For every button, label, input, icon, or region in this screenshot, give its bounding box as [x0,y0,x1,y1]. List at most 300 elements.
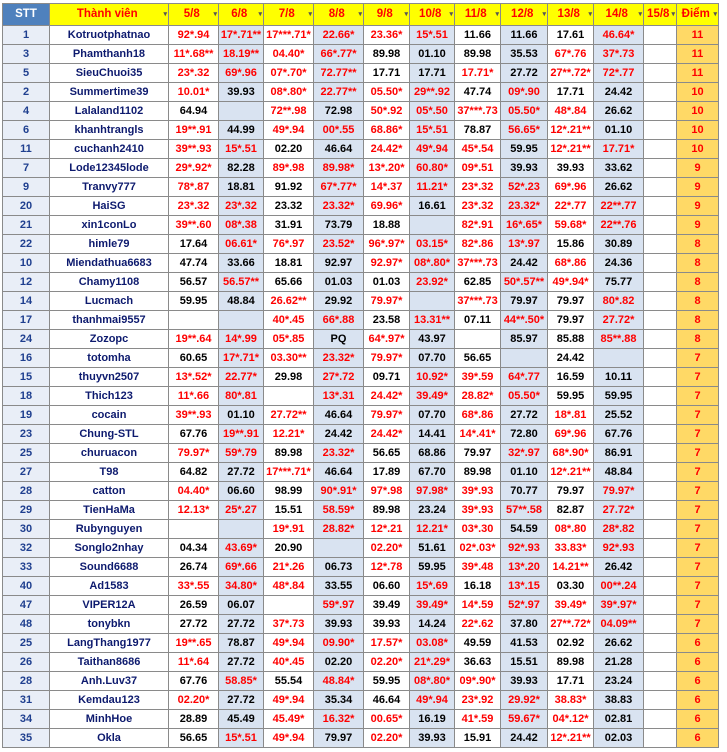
header-member-label: Thành viên [76,7,138,20]
prediction-cell: 79.97 [501,292,548,311]
row-stt: 14 [3,292,50,311]
prediction-cell: 64.82 [169,463,219,482]
row-stt: 28 [3,482,50,501]
score-cell: 10 [677,140,719,159]
prediction-cell: 39.93 [501,672,548,691]
prediction-cell: 17.71 [364,64,410,83]
prediction-cell: 22.77** [314,83,364,102]
prediction-cell: 66*.77* [314,45,364,64]
prediction-cell: 14*.37 [364,178,410,197]
prediction-cell: 01.10 [410,45,455,64]
prediction-cell: 67.76 [169,672,219,691]
score-cell: 8 [677,330,719,349]
prediction-cell: 48.84 [594,463,644,482]
score-cell: 7 [677,520,719,539]
score-cell: 7 [677,406,719,425]
prediction-cell: 15*.51 [410,26,455,45]
prediction-cell: 37***.73 [455,292,501,311]
header-member[interactable] [50,4,169,26]
score-cell: 7 [677,425,719,444]
member-name: Chung-STL [50,425,169,444]
prediction-cell: 72.77** [314,64,364,83]
header-date-10[interactable] [594,4,644,26]
row-stt: 6 [3,121,50,140]
prediction-cell: 04*.12* [548,710,594,729]
prediction-cell [644,482,677,501]
prediction-cell: 23*.32 [219,197,264,216]
prediction-cell: 39.93 [501,159,548,178]
table-row [3,197,719,216]
prediction-cell: 03.15* [410,235,455,254]
prediction-cell: 22.66* [314,26,364,45]
prediction-cell [644,311,677,330]
prediction-cell: 16.32* [314,710,364,729]
prediction-cell: 07.70 [410,349,455,368]
header-date-8[interactable] [501,4,548,26]
prediction-cell: 39.49* [410,596,455,615]
prediction-cell: 26.62 [594,178,644,197]
prediction-cell: 47.74 [455,83,501,102]
prediction-cell: 26.62** [264,292,314,311]
prediction-cell: 39.49 [364,596,410,615]
prediction-cell: 02*.03* [455,539,501,558]
prediction-cell: 27.72* [594,311,644,330]
prediction-cell [644,615,677,634]
prediction-cell [644,273,677,292]
prediction-cell [644,197,677,216]
prediction-cell: 72.98 [314,102,364,121]
filter-dropdown-icon[interactable]: ▾ [213,10,217,18]
prediction-cell: 82*.86 [455,235,501,254]
prediction-cell: 65.66 [264,273,314,292]
prediction-cell [644,729,677,748]
table-row [3,710,719,729]
prediction-cell: 41.53 [501,634,548,653]
prediction-cell: 59.95 [594,387,644,406]
filter-dropdown-icon[interactable]: ▾ [358,10,362,18]
prediction-cell: 03.08* [410,634,455,653]
prediction-cell: 21*.29* [410,653,455,672]
score-cell: 9 [677,197,719,216]
prediction-cell: 85**.88 [594,330,644,349]
member-name: HaiSG [50,197,169,216]
prediction-cell: 15*.69 [410,577,455,596]
prediction-cell: 02.20* [169,691,219,710]
score-cell: 7 [677,501,719,520]
header-date-1[interactable] [169,4,219,26]
prediction-cell: 28*.82 [594,520,644,539]
header-date-1-label: 5/8 [183,7,200,20]
header-stt-label: STT [15,8,37,20]
prediction-cell: 05*.85 [264,330,314,349]
prediction-cell: 39.93 [364,615,410,634]
prediction-cell: 19**.65 [169,634,219,653]
prediction-cell: 66*.88 [314,311,364,330]
prediction-cell: 49*.94 [264,729,314,748]
prediction-cell: 02.92 [548,634,594,653]
prediction-cell: 40*.45 [264,653,314,672]
prediction-cell: 09*.90 [501,83,548,102]
prediction-cell [219,311,264,330]
score-cell: 11 [677,26,719,45]
prediction-cell: 03.30 [548,577,594,596]
prediction-cell: 09.71 [364,368,410,387]
prediction-cell: 16*.65* [501,216,548,235]
prediction-cell: 24.36 [594,254,644,273]
prediction-cell: 59*.79 [219,444,264,463]
filter-dropdown-icon[interactable]: ▾ [308,10,312,18]
prediction-cell: 37***.73 [455,102,501,121]
header-date-7[interactable] [455,4,501,26]
prediction-cell: 08*.80* [410,672,455,691]
prediction-cell: 27.72 [219,463,264,482]
prediction-cell: 73.79 [314,216,364,235]
prediction-cell: 52*.23 [501,178,548,197]
prediction-cell: 29*.92* [169,159,219,178]
member-name: himle79 [50,235,169,254]
header-date-4[interactable] [314,4,364,26]
member-name: churuacon [50,444,169,463]
prediction-cell [644,387,677,406]
member-name: Rubynguyen [50,520,169,539]
row-stt: 17 [3,311,50,330]
table-row [3,178,719,197]
prediction-cell: 08*.80* [264,83,314,102]
prediction-cell: 05.50* [501,102,548,121]
prediction-cell: 67.76 [594,425,644,444]
prediction-cell: 04.34 [169,539,219,558]
prediction-cell: 39.49* [548,596,594,615]
member-name: tonybkn [50,615,169,634]
member-name: VIPER12A [50,596,169,615]
prediction-cell: 80*.82 [594,292,644,311]
prediction-cell: 19**.91 [219,425,264,444]
prediction-cell: 79.97* [364,349,410,368]
prediction-cell: 15*.51 [219,140,264,159]
score-cell: 10 [677,121,719,140]
prediction-cell: 69*.96 [219,64,264,83]
row-stt: 24 [3,330,50,349]
table-row [3,26,719,45]
table-row [3,539,719,558]
header-date-2-label: 6/8 [231,7,248,20]
row-stt: 2 [3,83,50,102]
member-name: LangThang1977 [50,634,169,653]
member-name: Tranvy777 [50,178,169,197]
prediction-cell [644,672,677,691]
member-name: xin1conLo [50,216,169,235]
prediction-cell: 01.10 [594,121,644,140]
member-name: Thich123 [50,387,169,406]
prediction-cell: 89.98 [455,463,501,482]
prediction-cell: 19*.91 [264,520,314,539]
prediction-cell: 89.98 [264,444,314,463]
prediction-cell: 23.32* [314,349,364,368]
row-stt: 1 [3,26,50,45]
prediction-cell: 29**.92 [410,83,455,102]
member-name: Songlo2nhay [50,539,169,558]
score-cell: 10 [677,83,719,102]
row-stt: 22 [3,235,50,254]
prediction-cell: 79.97 [548,292,594,311]
prediction-cell: 12.21* [264,425,314,444]
prediction-cell: 72.80 [501,425,548,444]
prediction-cell: 08*.38 [219,216,264,235]
filter-dropdown-icon[interactable]: ▾ [258,10,262,18]
score-cell: 9 [677,159,719,178]
prediction-cell: 11.21* [410,178,455,197]
prediction-cell: 27.72 [501,64,548,83]
prediction-cell: 23.52* [314,235,364,254]
prediction-cell: 23.58 [364,311,410,330]
prediction-cell: 17.71 [548,83,594,102]
prediction-cell: 50*.57** [501,273,548,292]
prediction-cell: 13*.31 [314,387,364,406]
prediction-cell: 11*.66 [169,387,219,406]
member-name: Zozopc [50,330,169,349]
score-cell: 7 [677,539,719,558]
prediction-cell: 01.03 [364,273,410,292]
prediction-cell [644,83,677,102]
table-row [3,425,719,444]
prediction-cell: 79.97 [314,729,364,748]
member-name: cuchanh2410 [50,140,169,159]
prediction-cell: 43.69* [219,539,264,558]
prediction-cell [644,216,677,235]
prediction-cell: 45*.54 [455,140,501,159]
row-stt: 3 [3,45,50,64]
prediction-cell: 04.09** [594,615,644,634]
prediction-cell: 23.92* [410,273,455,292]
member-name: Lucmach [50,292,169,311]
prediction-cell: 02.20* [364,729,410,748]
prediction-cell: 80*.81 [219,387,264,406]
score-cell: 9 [677,178,719,197]
row-stt: 48 [3,615,50,634]
prediction-cell: 68*.86 [548,254,594,273]
table-row [3,102,719,121]
prediction-cell: 50*.92 [364,102,410,121]
row-stt: 28 [3,672,50,691]
prediction-cell: 47.74 [169,254,219,273]
score-cell: 6 [677,710,719,729]
prediction-cell: 78*.87 [169,178,219,197]
prediction-cell: 15*.51 [219,729,264,748]
prediction-cell: 69*.66 [219,558,264,577]
prediction-cell: 27.72 [169,615,219,634]
prediction-cell: 13*.20* [364,159,410,178]
prediction-cell: 56.65 [455,349,501,368]
filter-dropdown-icon[interactable]: ▾ [588,10,592,18]
prediction-cell: 17.71* [455,64,501,83]
score-cell: 11 [677,45,719,64]
prediction-cell: 15*.51 [410,121,455,140]
prediction-cell: 23.32* [501,197,548,216]
prediction-cell [644,121,677,140]
prediction-cell: 23*.32 [455,178,501,197]
row-stt: 40 [3,577,50,596]
prediction-cell: 27.72 [219,653,264,672]
member-name: Chamy1108 [50,273,169,292]
prediction-cell: 36.63 [455,653,501,672]
prediction-cell: 07.70 [410,406,455,425]
prediction-cell: 23.32* [314,197,364,216]
prediction-cell: 55.54 [264,672,314,691]
header-date-5[interactable] [364,4,410,26]
header-date-9[interactable] [548,4,594,26]
prediction-cell: 04.40* [264,45,314,64]
prediction-cell: 24.42 [548,349,594,368]
prediction-cell: 02.81 [594,710,644,729]
table-row [3,501,719,520]
prediction-cell: 01.10 [219,406,264,425]
table-row [3,729,719,748]
prediction-cell [644,159,677,178]
prediction-cell: 79.97 [548,482,594,501]
prediction-cell: 14*.41* [455,425,501,444]
prediction-cell: 89*.98 [264,159,314,178]
filter-dropdown-icon[interactable]: ▾ [671,10,675,18]
filter-dropdown-icon[interactable]: ▾ [495,10,499,18]
prediction-cell [501,349,548,368]
prediction-cell: 56.65* [501,121,548,140]
score-cell: 6 [677,634,719,653]
prediction-cell: 23*.32 [169,197,219,216]
score-cell: 6 [677,691,719,710]
prediction-cell: 07*.70* [264,64,314,83]
prediction-cell [644,102,677,121]
prediction-cell [644,634,677,653]
prediction-cell: 08*.80* [410,254,455,273]
table-row [3,577,719,596]
member-name: Kotruotphatnao [50,26,169,45]
prediction-cell: 37*.73 [264,615,314,634]
table-row [3,45,719,64]
prediction-cell: 35.53 [501,45,548,64]
prediction-cell: 39*.97* [594,596,644,615]
prediction-cell: 59.95 [364,672,410,691]
prediction-cell: 62.85 [455,273,501,292]
prediction-cell: 13*.15 [501,577,548,596]
filter-dropdown-icon[interactable]: ▾ [404,10,408,18]
prediction-cell: 11.66 [501,26,548,45]
prediction-cell [644,235,677,254]
row-stt: 34 [3,710,50,729]
prediction-cell: 21*.26 [264,558,314,577]
header-stt[interactable] [3,4,50,26]
prediction-cell: 70.77 [501,482,548,501]
prediction-cell: 34.80* [219,577,264,596]
member-name: cocain [50,406,169,425]
header-date-11[interactable] [644,4,677,26]
score-cell: 7 [677,482,719,501]
filter-dropdown-icon[interactable]: ▾ [713,10,717,18]
prediction-cell: 10.01* [169,83,219,102]
prediction-cell: 56.57** [219,273,264,292]
filter-dropdown-icon[interactable]: ▾ [542,10,546,18]
prediction-cell [455,330,501,349]
filter-dropdown-icon[interactable]: ▾ [638,10,642,18]
prediction-cell: 23*.32 [169,64,219,83]
prediction-cell: 17.64 [169,235,219,254]
table-row [3,482,719,501]
header-score[interactable] [677,4,719,26]
prediction-cell [644,710,677,729]
prediction-cell: 27.72** [264,406,314,425]
prediction-cell: 23.32* [314,444,364,463]
prediction-cell: 29.92 [314,292,364,311]
table-row [3,672,719,691]
header-date-9-label: 13/8 [557,7,580,20]
prediction-cell: 72**.98 [264,102,314,121]
table-row [3,653,719,672]
score-cell: 6 [677,729,719,748]
row-stt: 26 [3,653,50,672]
table-row [3,121,719,140]
prediction-cell: 69.96* [364,197,410,216]
prediction-cell: 18.88 [364,216,410,235]
prediction-cell: 17.71 [410,64,455,83]
prediction-cell: 28.89 [169,710,219,729]
prediction-cell: 68*.90* [548,444,594,463]
row-stt: 31 [3,691,50,710]
score-cell: 7 [677,368,719,387]
row-stt: 20 [3,197,50,216]
member-name: TienHaMa [50,501,169,520]
filter-dropdown-icon[interactable]: ▾ [449,10,453,18]
table-row [3,368,719,387]
member-name: khanhtrangls [50,121,169,140]
filter-dropdown-icon[interactable]: ▾ [163,10,167,18]
prediction-cell: 79.97* [364,292,410,311]
prediction-cell: 07.11 [455,311,501,330]
header-date-2[interactable] [219,4,264,26]
prediction-cell: 75.77 [594,273,644,292]
prediction-cell: 16.61 [410,197,455,216]
prediction-cell: 41*.59 [455,710,501,729]
header-date-3[interactable] [264,4,314,26]
prediction-cell: 46.64 [314,406,364,425]
score-cell: 7 [677,615,719,634]
row-stt: 32 [3,539,50,558]
prediction-cell: 49*.94 [410,140,455,159]
prediction-cell: 12*.21** [548,463,594,482]
prediction-cell: 25*.27 [219,501,264,520]
score-cell: 6 [677,653,719,672]
prediction-cell [644,64,677,83]
prediction-cell: 09*.51 [455,159,501,178]
prediction-cell: 17.57* [364,634,410,653]
row-stt: 12 [3,273,50,292]
prediction-cell: 79.97 [548,311,594,330]
prediction-cell: 39.93 [314,615,364,634]
prediction-cell: 64*.97* [364,330,410,349]
row-stt: 15 [3,368,50,387]
prediction-cell: 10.11 [594,368,644,387]
header-date-6[interactable] [410,4,455,26]
prediction-cell: 16.18 [455,577,501,596]
prediction-cell: 85.97 [501,330,548,349]
member-name: catton [50,482,169,501]
prediction-cell [169,311,219,330]
table-row [3,140,719,159]
prediction-cell: 26.74 [169,558,219,577]
prediction-cell: 89.98 [364,45,410,64]
prediction-cell: 22.77* [219,368,264,387]
header-date-3-label: 7/8 [278,7,295,20]
prediction-cell [644,691,677,710]
prediction-cell: 33.62 [594,159,644,178]
